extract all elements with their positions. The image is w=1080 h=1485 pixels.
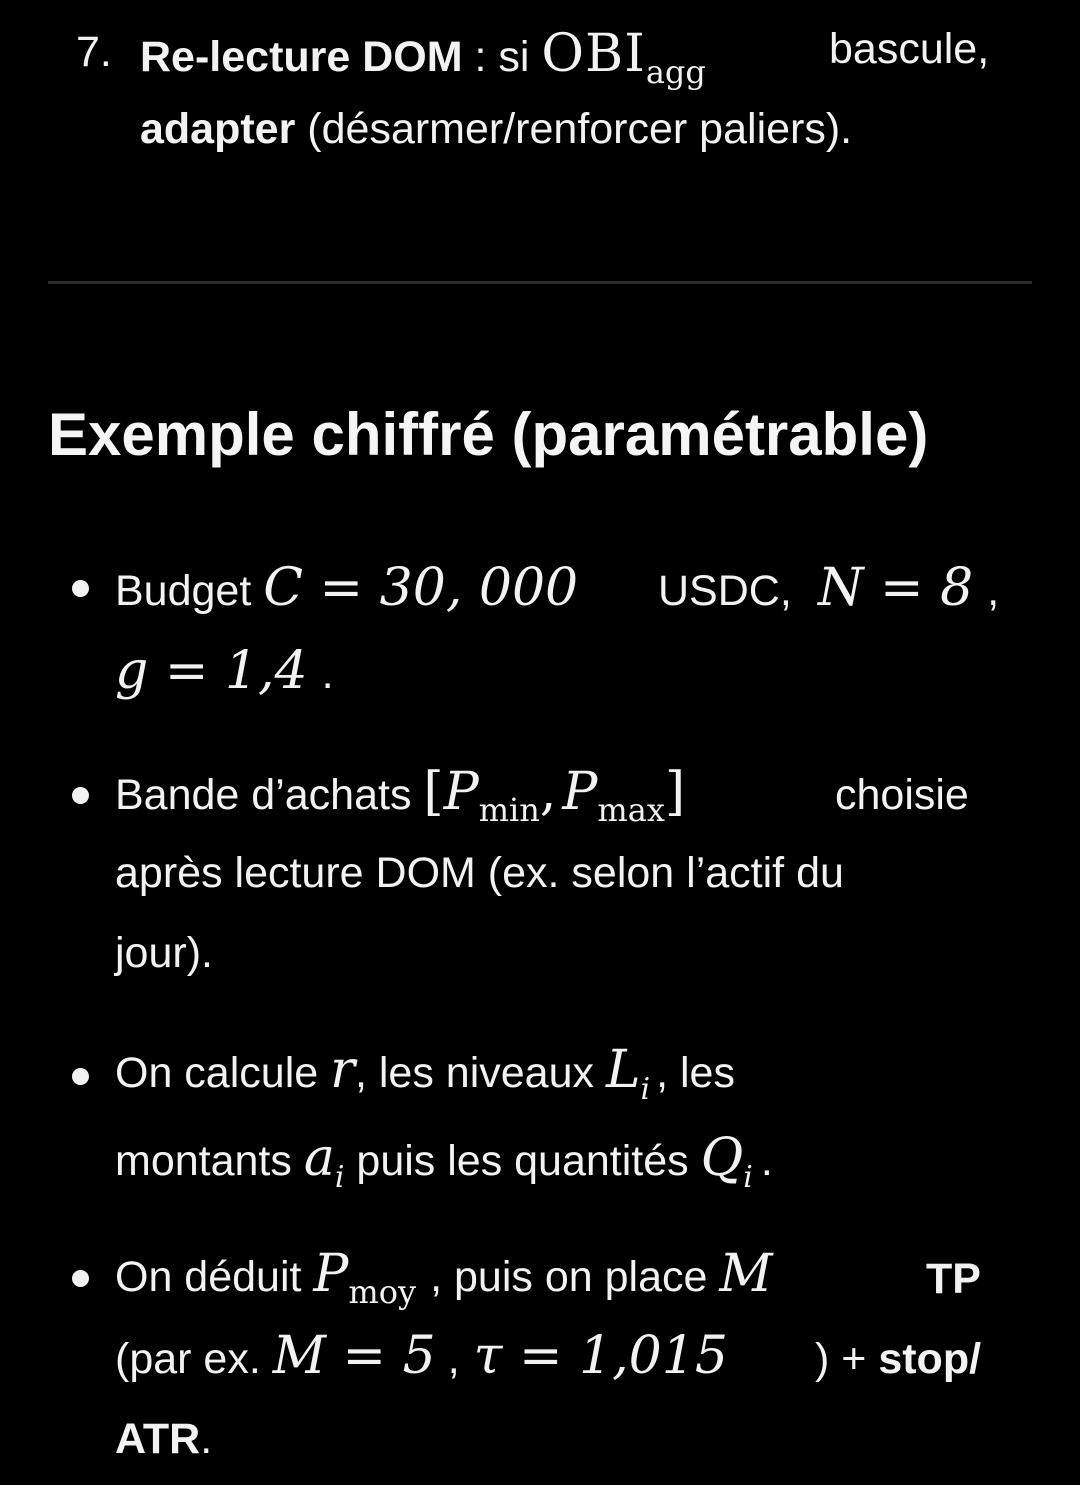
sub-min: min bbox=[478, 791, 540, 829]
step7-title: Re-lecture DOM bbox=[140, 33, 463, 81]
p-moy-math: P bbox=[313, 1244, 349, 1304]
p-max-math: P bbox=[562, 762, 598, 822]
bullet4-period: . bbox=[200, 1415, 213, 1463]
bullet3-line1 bbox=[115, 1040, 735, 1107]
bullet4-line1 bbox=[115, 1244, 773, 1311]
bullet1-pre: Budget bbox=[115, 567, 264, 615]
bullet-dot bbox=[72, 580, 89, 597]
n-math: N = 8 bbox=[818, 558, 974, 618]
m-eq-math: M = 5 bbox=[272, 1326, 436, 1386]
step7-adapter: adapter bbox=[140, 105, 296, 153]
bracket-left: [ bbox=[423, 762, 444, 822]
bullet4-line2-end bbox=[815, 1335, 982, 1383]
bullet-dot bbox=[72, 1270, 89, 1287]
bullet3-montants: montants bbox=[115, 1137, 304, 1185]
list-number: 7. bbox=[76, 28, 112, 76]
bullet-dot bbox=[72, 1068, 89, 1085]
step7-line1 bbox=[140, 24, 706, 91]
bullet2-line3: jour). bbox=[115, 929, 213, 977]
bullet2-line1 bbox=[115, 762, 686, 829]
a-subscript: i bbox=[334, 1160, 345, 1195]
tau-math: τ = 1,015 bbox=[473, 1326, 728, 1386]
obi-math: OBI bbox=[541, 24, 646, 84]
bullet4-mid: , puis on place bbox=[430, 1253, 720, 1301]
bullet3-end: , les bbox=[656, 1049, 735, 1097]
bullet-dot bbox=[72, 787, 89, 804]
bullet4-atr: ATR bbox=[115, 1415, 201, 1463]
bracket-right: ] bbox=[664, 762, 686, 822]
budget-math: C = 30, 000 bbox=[263, 558, 579, 618]
bullet1-usdc: USDC, bbox=[658, 567, 792, 615]
step7-bascule: bascule, bbox=[829, 25, 990, 73]
sub-max: max bbox=[597, 791, 665, 829]
step7-sep: : si bbox=[462, 33, 542, 81]
bullet4-comma: , bbox=[447, 1335, 460, 1383]
bullet4-stop: stop/ bbox=[878, 1335, 982, 1383]
bullet4-line2 bbox=[115, 1326, 728, 1386]
bullet2-line2: après lecture DOM (ex. selon l’actif du bbox=[115, 849, 844, 897]
l-math: L bbox=[605, 1040, 641, 1100]
bullet3-line2-mid: puis les quantités bbox=[344, 1137, 701, 1185]
bullet1-period: . bbox=[321, 650, 334, 698]
step7-line2 bbox=[140, 105, 853, 153]
section-divider bbox=[48, 281, 1032, 284]
r-math: r bbox=[330, 1040, 355, 1100]
bullet1-n bbox=[818, 558, 1000, 618]
step7-line2-rest: (désarmer/renforcer paliers). bbox=[295, 105, 853, 153]
bullet4-parex: (par ex. bbox=[115, 1335, 273, 1383]
obi-subscript: agg bbox=[645, 53, 706, 91]
bullet4-close: ) + bbox=[815, 1335, 879, 1383]
q-math: Q bbox=[700, 1128, 744, 1188]
bullet3-period: . bbox=[760, 1137, 773, 1185]
bullet2-choisie: choisie bbox=[835, 771, 969, 819]
bullet1-line2 bbox=[115, 641, 334, 701]
q-subscript: i bbox=[743, 1160, 753, 1195]
bullet4-line3 bbox=[115, 1415, 213, 1463]
bullet3-line2 bbox=[115, 1128, 773, 1195]
p-min-math: P bbox=[443, 762, 479, 822]
bullet3-mid: , les niveaux bbox=[354, 1049, 606, 1097]
bullet1-comma: , bbox=[987, 567, 1000, 615]
bullet1-line1 bbox=[115, 558, 579, 618]
bullet3-pre: On calcule bbox=[115, 1049, 331, 1097]
sub-moy: moy bbox=[348, 1273, 417, 1311]
math-comma: , bbox=[539, 762, 557, 822]
section-heading: Exemple chiffré (paramétrable) bbox=[48, 401, 929, 468]
bullet4-tp: TP bbox=[926, 1255, 981, 1303]
bullet4-pre: On déduit bbox=[115, 1253, 314, 1301]
l-subscript: i bbox=[640, 1072, 651, 1107]
m-math: M bbox=[719, 1244, 773, 1304]
bullet2-pre: Bande d’achats bbox=[115, 771, 424, 819]
g-math: g = 1,4 bbox=[115, 641, 308, 701]
a-math: a bbox=[303, 1128, 335, 1188]
